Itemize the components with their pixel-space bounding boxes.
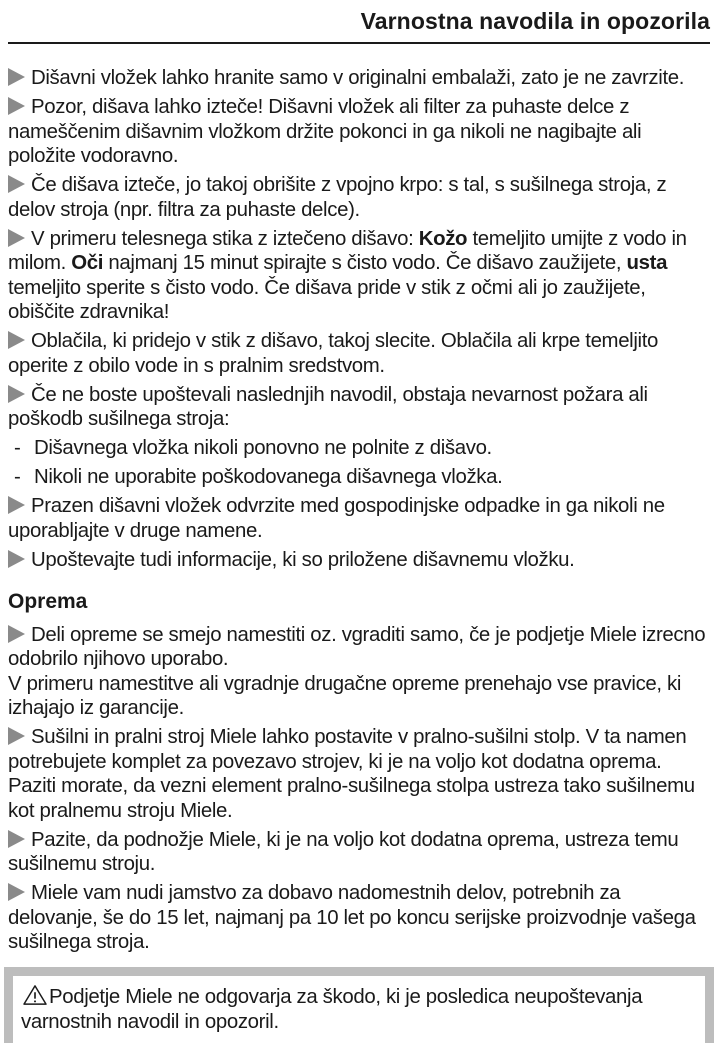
bullet-triangle-icon bbox=[8, 97, 25, 115]
item-text: Če ne boste upoštevali naslednjih navodil, obstaja nevarnost požara ali poškodb sušilnega stroja: bbox=[8, 383, 648, 430]
item-text: V primeru namestitve ali vgradnje drugačne opreme prenehajo vse pravice, ki izhajajo iz garancije. bbox=[8, 672, 682, 719]
bullet-triangle-icon bbox=[8, 229, 25, 247]
accessory-item bbox=[8, 725, 710, 823]
bullet-triangle-icon bbox=[8, 331, 25, 349]
safety-item bbox=[8, 329, 710, 378]
dash-bullet: - bbox=[14, 437, 21, 459]
item-text: Prazen dišavni vložek odvrzite med gospodinjske odpadke in ga nikoli ne uporabljajte v druge namene. bbox=[8, 495, 665, 542]
accessory-item bbox=[8, 672, 710, 721]
bullet-triangle-icon bbox=[8, 625, 25, 643]
item-text: temeljito umijte z vodo in milom. bbox=[8, 227, 687, 274]
warning-box bbox=[4, 967, 714, 1043]
item-text: Če dišava izteče, jo takoj obrišite z vpojno krpo: s tal, s sušilnega stroja, z delov stroja (npr. filtra za puhaste delce). bbox=[8, 174, 667, 221]
sub-item-text: Nikoli ne uporabite poškodovanega dišavnega vložka. bbox=[34, 466, 503, 488]
emphasis-text: Kožo bbox=[418, 227, 468, 250]
safety-item bbox=[8, 494, 710, 543]
bullet-triangle-icon bbox=[8, 175, 25, 193]
warning-text: Podjetje Miele ne odgovarja za škodo, ki je posledica neupoštevanja varnostnih navodil in opozoril. bbox=[21, 986, 643, 1033]
section-title-oprema: Oprema bbox=[8, 590, 88, 613]
item-text: Deli opreme se smejo namestiti oz. vgraditi samo, če je podjetje Miele izrecno odobrilo njihovo uporabo. bbox=[8, 623, 706, 670]
warning-text-block bbox=[21, 984, 697, 1034]
bullet-triangle-icon bbox=[8, 727, 25, 745]
item-text: Pozor, dišava lahko izteče! Dišavni vložek ali filter za puhaste delce z nameščenim dišavnim vložkom držite pokonci in ga nikoli ne nagibajte ali položite vodoravno. bbox=[8, 96, 642, 167]
emphasis-text: usta bbox=[626, 252, 668, 274]
safety-item bbox=[8, 95, 710, 169]
item-text: Dišavni vložek lahko hranite samo v originalni embalaži, zato je ne zavrzite. bbox=[31, 67, 685, 89]
item-text: Sušilni in pralni stroj Miele lahko postavite v pralno-sušilni stolp. V ta namen potrebujete komplet za povezavo strojev, ki je na voljo kot dodatna oprema. Paziti morate, da vezni element pralno-sušilnega stolpa ustreza tako sušilnemu kot pralnemu stroju Miele. bbox=[8, 726, 695, 822]
item-text: temeljito sperite s čisto vodo. Če dišava pride v stik z očmi ali jo zaužijete, obiščite zdravnika! bbox=[8, 276, 646, 323]
sub-list-item bbox=[8, 465, 710, 490]
document-body bbox=[8, 66, 710, 959]
item-text: Oblačila, ki pridejo v stik z dišavo, takoj slecite. Oblačila ali krpe temeljito operite z obilo vode in s pralnim sredstvom. bbox=[8, 330, 659, 377]
bullet-triangle-icon bbox=[8, 830, 25, 848]
bullet-triangle-icon bbox=[8, 550, 25, 568]
item-text: najmanj 15 minut spirajte s čisto vodo. Če dišavo zaužijete, bbox=[103, 252, 627, 274]
emphasis-text: Oči bbox=[71, 252, 104, 274]
warning-triangle-icon bbox=[21, 984, 49, 1006]
bullet-triangle-icon bbox=[8, 68, 25, 86]
bullet-triangle-icon bbox=[8, 385, 25, 403]
sub-item-text: Dišavnega vložka nikoli ponovno ne polnite z dišavo. bbox=[34, 437, 492, 459]
accessory-item bbox=[8, 828, 710, 877]
bullet-triangle-icon bbox=[8, 883, 25, 901]
item-text: Upoštevajte tudi informacije, ki so priložene dišavnemu vložku. bbox=[31, 548, 575, 571]
safety-item bbox=[8, 66, 710, 91]
item-text: Miele vam nudi jamstvo za dobavo nadomestnih delov, potrebnih za delovanje, še do 15 let, najmanj pa 10 let po koncu serijske proizvodnje vašega sušilnega stroja. bbox=[8, 882, 696, 953]
bullet-triangle-icon bbox=[8, 496, 25, 514]
safety-instructions-list bbox=[8, 66, 710, 572]
page-title: Varnostna navodila in opozorila bbox=[360, 8, 710, 34]
sub-list-item bbox=[8, 436, 710, 461]
safety-item bbox=[8, 173, 710, 222]
dash-bullet: - bbox=[14, 466, 21, 488]
safety-item bbox=[8, 383, 710, 432]
item-text: V primeru telesnega stika z iztečeno dišavo: bbox=[31, 227, 419, 250]
safety-item bbox=[8, 548, 710, 573]
page-header bbox=[8, 0, 710, 44]
accessories-list bbox=[8, 623, 710, 955]
accessory-item bbox=[8, 881, 710, 955]
safety-item bbox=[8, 227, 710, 325]
item-text: Pazite, da podnožje Miele, ki je na voljo kot dodatna oprema, ustreza temu sušilnemu stroju. bbox=[8, 828, 679, 875]
accessory-item bbox=[8, 623, 710, 672]
